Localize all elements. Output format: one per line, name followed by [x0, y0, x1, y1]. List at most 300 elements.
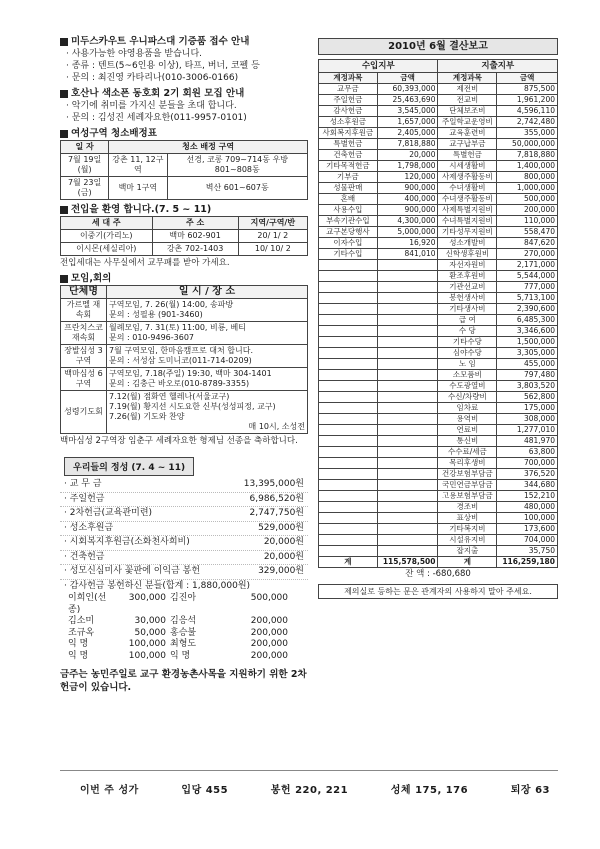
volunteer-notice-line: · 악기에 취미를 가지신 분들을 초대 합니다. [66, 101, 237, 111]
expense-account: 수신/차량비 [438, 392, 497, 403]
expense-amount: 1,961,200 [497, 95, 558, 106]
household-address: 백마 602-901 [152, 230, 238, 243]
donor-name: 조규옥 [68, 627, 95, 638]
moving-in [60, 204, 308, 269]
income-account: 주일헌금 [319, 95, 378, 106]
donor-amount: 200,000 [250, 616, 288, 626]
offerings-footnote: 금주는 농민주일로 교구 환경농촌사목을 지원하기 위한 2차헌금이 있습니다. [60, 669, 307, 693]
offering-label: · 주일헌금 [64, 493, 105, 504]
donor-amount: 200,000 [250, 627, 288, 638]
settlement-body [319, 84, 558, 557]
meeting-line: 구역모임, 7. 26(월) 14:00, 송파방 [109, 300, 234, 309]
donor-name: 익 명 [170, 650, 191, 661]
income-account: 기타목적헌금 [319, 161, 378, 172]
income-account [319, 403, 378, 414]
income-amount [377, 403, 438, 414]
cleaning-area: 벽산 601~607동 [167, 177, 308, 200]
table-row [319, 370, 558, 381]
income-amount: 400,000 [377, 194, 438, 205]
income-amount [377, 293, 438, 304]
balance: 잔 액 : -680,680 [405, 569, 471, 579]
expense-amount: 481,970 [497, 436, 558, 447]
group-name: 백마심성 6구역 [61, 368, 107, 391]
income-amount [377, 513, 438, 524]
expense-account: 전교비 [438, 95, 497, 106]
income-account [319, 502, 378, 513]
income-account: 이자수입 [319, 238, 378, 249]
expense-account: 수녀특별지원비 [438, 216, 497, 227]
table-row [319, 403, 558, 414]
income-account [319, 315, 378, 326]
expense-account: 소모품비 [438, 370, 497, 381]
meeting-footer: 매 10시, 소성전 [248, 422, 305, 431]
income-amount: 60,393,000 [377, 84, 438, 95]
volunteer-notice-title: 호산나 색소폰 동호회 2기 회원 모집 안내 [71, 88, 245, 99]
total-label: 계 [319, 557, 378, 568]
table-row [319, 436, 558, 447]
income-amount: 3,545,000 [377, 106, 438, 117]
income-account [319, 458, 378, 469]
meeting-line: 문의 : 010-9496-3607 [109, 333, 194, 342]
income-account [319, 370, 378, 381]
income-amount: 1,798,000 [377, 161, 438, 172]
income-amount: 25,463,690 [377, 95, 438, 106]
settlement-table [318, 59, 558, 568]
expense-account: 사제생주활동비 [438, 172, 497, 183]
left-column [60, 36, 308, 694]
column-header: 금액 [497, 73, 558, 84]
expense-amount: 704,000 [497, 535, 558, 546]
meetings-header: 일 시 / 장 소 [107, 286, 308, 299]
income-account: 교구본당행사 [319, 227, 378, 238]
cleaning-date: 7월 19일(월) [61, 154, 109, 177]
income-account [319, 491, 378, 502]
expense-amount: 3,346,600 [497, 326, 558, 337]
offering-row [60, 536, 308, 551]
income-account [319, 524, 378, 535]
cleaning-title: 여성구역 청소배정표 [71, 128, 157, 139]
expense-amount: 110,000 [497, 216, 558, 227]
offerings-title: 우리들의 정성 (7. 4 ~ 11) [64, 457, 194, 476]
table-row [319, 458, 558, 469]
table-row [319, 172, 558, 183]
income-account: 사회복지후원금 [319, 128, 378, 139]
income-account [319, 282, 378, 293]
income-amount: 4,300,000 [377, 216, 438, 227]
expense-account: 고용보험부담금 [438, 491, 497, 502]
income-account [319, 513, 378, 524]
donor-name: 익 명 [68, 650, 89, 661]
table-row [319, 227, 558, 238]
sacristy-notice: 제의실로 등하는 문은 관계자의 사용하지 말아 주세요. [318, 584, 558, 599]
income-amount: 841,010 [377, 249, 438, 260]
table-row [319, 161, 558, 172]
donor-name: 최형도 [170, 639, 197, 649]
income-account [319, 359, 378, 370]
expense-account: 기관선교비 [438, 282, 497, 293]
table-row [319, 359, 558, 370]
expense-account: 교구납부금 [438, 139, 497, 150]
expense-amount: 63,800 [497, 447, 558, 458]
donor-name: 김진아 [170, 593, 197, 603]
expense-account: 기타생사비 [438, 304, 497, 315]
expense-amount: 800,000 [497, 172, 558, 183]
meetings [60, 273, 308, 447]
income-amount [377, 425, 438, 436]
income-account [319, 469, 378, 480]
table-row [319, 480, 558, 491]
total-income: 115,578,500 [377, 557, 438, 568]
table-row [319, 249, 558, 260]
cleaning-area: 백마 1구역 [109, 177, 167, 200]
expense-amount: 700,000 [497, 458, 558, 469]
expense-account: 특별헌금 [438, 150, 497, 161]
scout-notice-line: · 사용가능한 야영용품을 받습니다. [66, 49, 203, 59]
expense-account: 자선자원비 [438, 260, 497, 271]
donor-amount: 100,000 [128, 639, 166, 649]
offering-label: · 2차헌금(교육관미련) [64, 508, 153, 518]
income-amount [377, 337, 438, 348]
donor-name: 홍승불 [170, 627, 197, 638]
income-amount [377, 469, 438, 480]
expense-amount: 480,000 [497, 502, 558, 513]
donor-amount: 500,000 [250, 593, 288, 603]
table-row [319, 216, 558, 227]
expense-amount: 797,480 [497, 370, 558, 381]
table-row [319, 128, 558, 139]
expense-account: 수녀생주활동비 [438, 194, 497, 205]
donor-list [60, 593, 308, 662]
hymn-entrance: 입당 455 [181, 785, 229, 796]
divider [60, 770, 558, 771]
expense-amount: 4,596,110 [497, 106, 558, 117]
expense-account: 시세생활비 [438, 161, 497, 172]
table-row [319, 425, 558, 436]
expense-account: 임차료 [438, 403, 497, 414]
table-row [319, 282, 558, 293]
table-row [61, 299, 308, 322]
table-row [319, 150, 558, 161]
income-amount [377, 524, 438, 535]
income-account [319, 271, 378, 282]
income-account [319, 348, 378, 359]
income-account: 성물판매 [319, 183, 378, 194]
income-account [319, 447, 378, 458]
income-amount [377, 546, 438, 557]
income-amount: 2,405,000 [377, 128, 438, 139]
expense-amount: 558,470 [497, 227, 558, 238]
expense-amount: 376,520 [497, 469, 558, 480]
offerings [60, 451, 308, 694]
table-row [319, 326, 558, 337]
expense-amount: 455,000 [497, 359, 558, 370]
expense-amount: 3,305,000 [497, 348, 558, 359]
table-row [319, 106, 558, 117]
expense-account: 주일학교운영비 [438, 117, 497, 128]
expense-amount: 777,000 [497, 282, 558, 293]
income-amount [377, 458, 438, 469]
hymn-recessional: 퇴장 63 [510, 785, 550, 796]
total-label: 계 [438, 557, 497, 568]
hymn-label: 이번 주 성가 [80, 785, 139, 796]
income-amount [377, 535, 438, 546]
meetings-title: 모임,회의 [71, 273, 112, 284]
hymn-offertory: 봉헌 220, 221 [270, 785, 349, 796]
expense-amount: 344,680 [497, 480, 558, 491]
offering-row [60, 478, 308, 493]
meetings-header: 단체명 [61, 286, 107, 299]
donor-amount: 50,000 [134, 627, 166, 638]
offering-row [60, 565, 308, 580]
volunteer-notice-line: · 문의 : 김성진 세례자요한(011-9957-0101) [66, 113, 247, 123]
meeting-line: 월례모임, 7. 31(토) 11:00, 비룡, 베티 [109, 323, 247, 332]
table-row [61, 177, 308, 200]
cleaning-table [60, 140, 308, 200]
table-row [319, 381, 558, 392]
table-row [319, 491, 558, 502]
table-row [319, 447, 558, 458]
offering-row [60, 507, 308, 522]
income-amount [377, 304, 438, 315]
income-account: 기타수입 [319, 249, 378, 260]
group-name: 프란치스코 재속회 [61, 322, 107, 345]
moving-header: 주 소 [152, 217, 238, 230]
expense-account: 국민연금부담금 [438, 480, 497, 491]
expense-account: 환조후원비 [438, 271, 497, 282]
household-address: 강촌 702-1403 [152, 243, 238, 256]
moving-note: 전입세대는 사무실에서 교무패를 받아 가세요. [60, 258, 230, 268]
group-name: 성령기도회 [61, 391, 107, 434]
cleaning-area: 선경, 코롱 709~714동 우방 801~808동 [167, 154, 308, 177]
expense-account: 심야수당 [438, 348, 497, 359]
donor-amount: 200,000 [250, 650, 288, 661]
household-district: 20/ 1/ 2 [238, 230, 307, 243]
table-row [319, 304, 558, 315]
income-account [319, 337, 378, 348]
income-amount [377, 447, 438, 458]
income-account [319, 293, 378, 304]
meeting-line: 7월 구역모임, 한마음캠프로 대처 합니다. [109, 346, 253, 355]
table-row [61, 230, 308, 243]
right-column [318, 38, 558, 599]
table-row [319, 95, 558, 106]
table-row [319, 546, 558, 557]
expense-account: 표상비 [438, 513, 497, 524]
offering-label: · 성모신심미사 꽃판에 이익금 봉헌 [64, 566, 201, 576]
donor-name: 김응석 [170, 616, 197, 626]
income-account: 사용수입 [319, 205, 378, 216]
expense-amount: 308,000 [497, 414, 558, 425]
expense-amount: 1,400,000 [497, 161, 558, 172]
table-row [319, 117, 558, 128]
offering-amount: 329,000원 [258, 566, 304, 576]
group-name: 가르멜 재속회 [61, 299, 107, 322]
offering-amount: 6,986,520원 [249, 493, 304, 504]
income-account [319, 392, 378, 403]
expense-account: 연료비 [438, 425, 497, 436]
meeting-line: 7.19(월) 황지선 시도요한 신부(성성피정, 교구) [109, 402, 276, 411]
expense-amount: 200,000 [497, 205, 558, 216]
offering-row [60, 493, 308, 508]
income-amount: 20,000 [377, 150, 438, 161]
income-account [319, 326, 378, 337]
scout-notice-line: · 문의 : 최진영 카타리나(010-3006-0166) [66, 73, 239, 83]
expense-account: 제전비 [438, 84, 497, 95]
income-amount [377, 414, 438, 425]
expense-amount: 2,390,600 [497, 304, 558, 315]
offering-label: · 교 무 금 [64, 479, 102, 489]
table-row [319, 348, 558, 359]
expense-amount: 847,620 [497, 238, 558, 249]
income-account: 부속기관수입 [319, 216, 378, 227]
square-bullet-icon [60, 275, 68, 283]
cleaning-schedule [60, 128, 308, 200]
expense-account: 기타수당 [438, 337, 497, 348]
expense-amount: 1,500,000 [497, 337, 558, 348]
expense-amount: 1,000,000 [497, 183, 558, 194]
expense-account: 수수료/세금 [438, 447, 497, 458]
cleaning-date: 7월 23일(금) [61, 177, 109, 200]
expense-account: 용역비 [438, 414, 497, 425]
income-amount [377, 359, 438, 370]
expense-amount: 270,000 [497, 249, 558, 260]
income-account [319, 381, 378, 392]
offering-amount: 13,395,000원 [243, 479, 304, 489]
expense-account: 통신비 [438, 436, 497, 447]
income-account [319, 546, 378, 557]
moving-table [60, 216, 308, 256]
meetings-note: 백마심성 2구역장 임춘구 세례자요한 형제님 선종을 축하합니다. [60, 436, 298, 446]
income-amount [377, 326, 438, 337]
expense-account: 수 당 [438, 326, 497, 337]
income-amount: 16,920 [377, 238, 438, 249]
income-account [319, 436, 378, 447]
group-name: 장발심성 3구역 [61, 345, 107, 368]
table-row [319, 469, 558, 480]
donor-amount: 30,000 [134, 616, 166, 626]
expense-amount: 5,713,100 [497, 293, 558, 304]
expense-amount: 562,800 [497, 392, 558, 403]
offering-row [60, 551, 308, 566]
settlement-title: 2010년 6월 결산보고 [318, 38, 558, 55]
income-account: 특별헌금 [319, 139, 378, 150]
income-account [319, 480, 378, 491]
income-account: 성소후원금 [319, 117, 378, 128]
moving-header: 세 대 주 [61, 217, 153, 230]
expense-account: 성소개발비 [438, 238, 497, 249]
table-row [319, 315, 558, 326]
income-header: 수입지부 [319, 60, 438, 73]
square-bullet-icon [60, 90, 68, 98]
income-account: 건축헌금 [319, 150, 378, 161]
cleaning-header: 청소 배정 구역 [109, 141, 308, 154]
table-row [61, 391, 308, 434]
expense-amount: 100,000 [497, 513, 558, 524]
household-name: 이시몬(세실리아) [61, 243, 153, 256]
table-row [61, 154, 308, 177]
expense-amount: 50,000,000 [497, 139, 558, 150]
table-row [319, 84, 558, 95]
volunteer-notice [60, 88, 308, 124]
income-amount: 5,000,000 [377, 227, 438, 238]
income-account: 기부금 [319, 172, 378, 183]
expense-account: 신학생후원비 [438, 249, 497, 260]
income-amount: 900,000 [377, 205, 438, 216]
income-amount [377, 436, 438, 447]
expense-account: 기타복지비 [438, 524, 497, 535]
expense-account: 잡지출 [438, 546, 497, 557]
meeting-line: 문의 : 성필용 (901-3460) [109, 310, 203, 319]
income-amount [377, 491, 438, 502]
expense-account: 수녀생활비 [438, 183, 497, 194]
expense-account: 시설유지비 [438, 535, 497, 546]
table-row [61, 322, 308, 345]
hymn-bar [80, 781, 550, 796]
income-account: 혼배 [319, 194, 378, 205]
table-row [319, 414, 558, 425]
total-expense: 116,259,180 [497, 557, 558, 568]
table-row [61, 243, 308, 256]
donor-title: · 감사헌금 봉헌하신 분들(합계 : 1,880,000원) [64, 580, 251, 591]
hymn-communion: 성체 175, 176 [390, 785, 469, 796]
offering-amount: 20,000원 [263, 551, 304, 562]
table-row [319, 238, 558, 249]
offering-label: · 건축헌금 [64, 551, 105, 562]
meeting-line: 문의 : 서성삼 도미니코(011-714-0209) [109, 356, 252, 365]
income-account: 교무금 [319, 84, 378, 95]
table-row [319, 502, 558, 513]
expense-amount: 2,171,000 [497, 260, 558, 271]
table-row [61, 345, 308, 368]
table-row [319, 513, 558, 524]
moving-title: 전입을 환영 합니다.(7. 5 ~ 11) [71, 204, 212, 215]
column-header: 계정과목 [319, 73, 378, 84]
income-amount [377, 260, 438, 271]
expense-amount: 7,818,880 [497, 150, 558, 161]
expense-account: 건강보험부담금 [438, 469, 497, 480]
income-account [319, 414, 378, 425]
table-row [319, 535, 558, 546]
income-account [319, 535, 378, 546]
table-row [319, 183, 558, 194]
expense-amount: 2,742,480 [497, 117, 558, 128]
table-row [319, 139, 558, 150]
income-account [319, 260, 378, 271]
offering-amount: 529,000원 [258, 522, 304, 533]
square-bullet-icon [60, 206, 68, 214]
table-row [319, 392, 558, 403]
income-amount [377, 282, 438, 293]
income-amount [377, 370, 438, 381]
income-amount [377, 271, 438, 282]
column-header: 계정과목 [438, 73, 497, 84]
cleaning-header: 일 자 [61, 141, 109, 154]
expense-account: 수도광열비 [438, 381, 497, 392]
expense-account: 경조비 [438, 502, 497, 513]
offering-label: · 성소후원금 [64, 522, 114, 533]
offering-amount: 2,747,750원 [249, 508, 304, 518]
scout-notice [60, 36, 308, 84]
income-amount: 900,000 [377, 183, 438, 194]
income-amount [377, 315, 438, 326]
meeting-line: 문의 : 김충근 바오로(010-8789-3355) [109, 379, 250, 388]
household-name: 이중기(가리노) [61, 230, 153, 243]
table-row [319, 194, 558, 205]
expense-amount: 5,544,000 [497, 271, 558, 282]
table-row [61, 368, 308, 391]
expense-amount: 875,500 [497, 84, 558, 95]
expense-account: 노 임 [438, 359, 497, 370]
